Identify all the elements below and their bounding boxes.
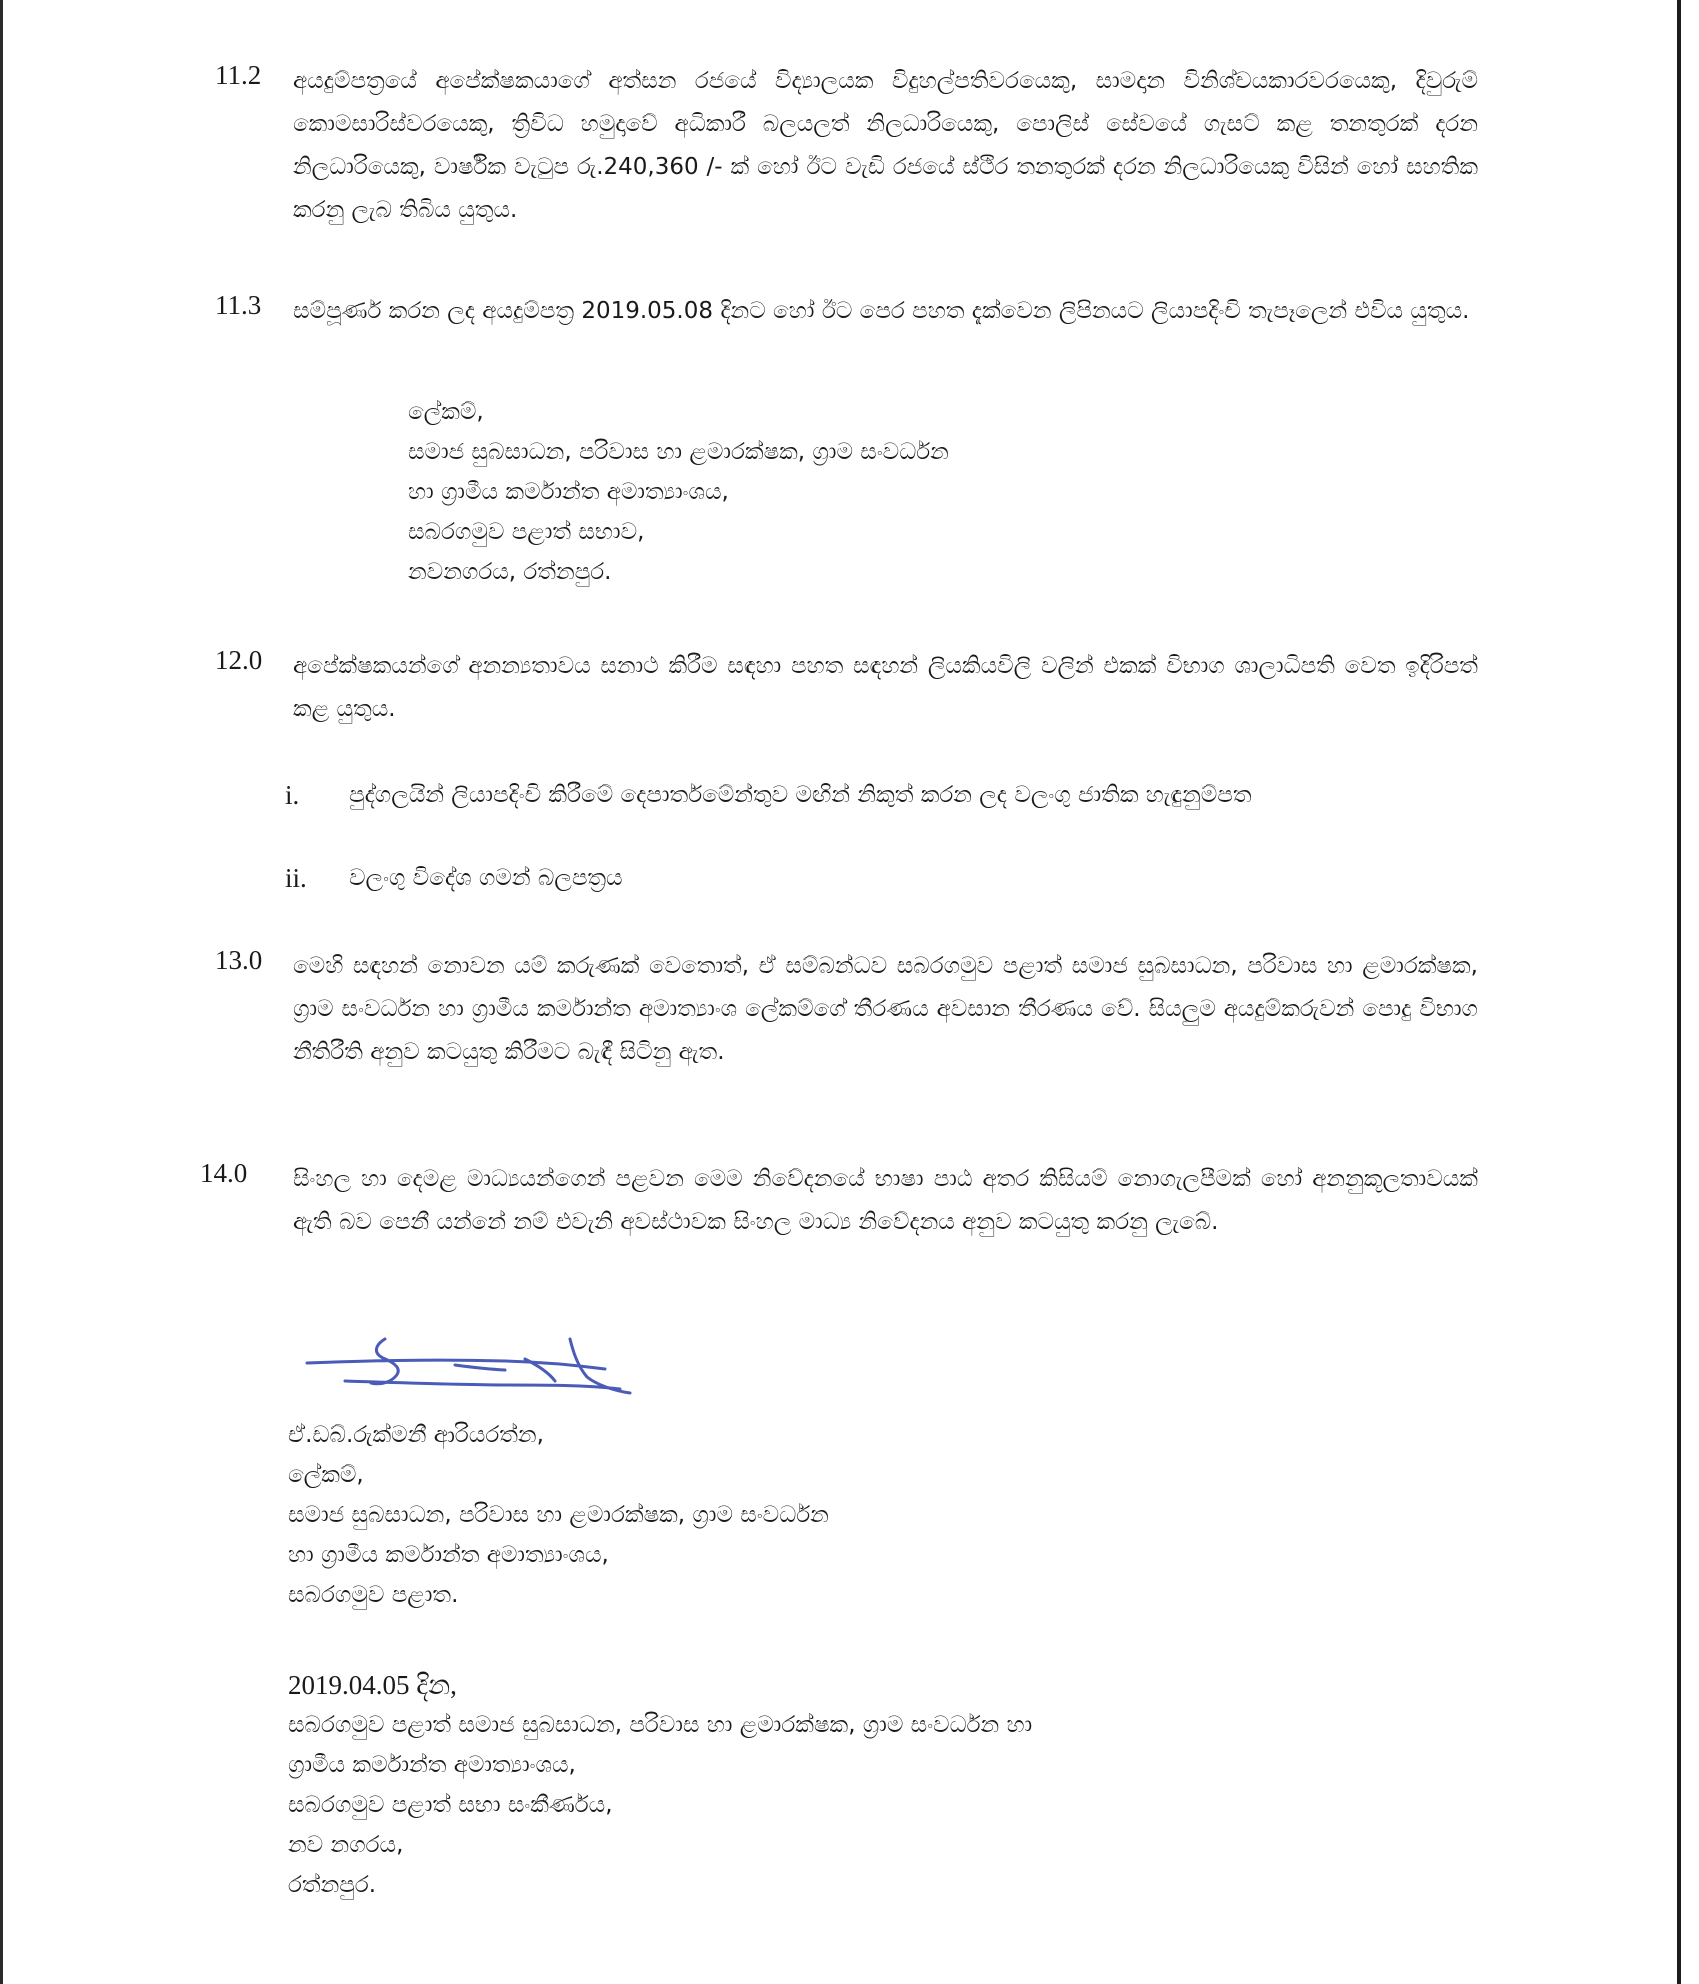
signatory-line: ඒ.ඩබ්.රුක්මනී ආරියරත්න, bbox=[288, 1422, 544, 1448]
clause-number: 12.0 bbox=[215, 645, 263, 675]
address-line: නවනගරය, රත්නපුර. bbox=[408, 559, 612, 585]
signatory-line: සමාජ සුබසාධන, පරිවාස හා ළමාරක්ෂක, ග්‍රාම සංවර්ධන bbox=[288, 1502, 829, 1528]
address-line: හා ග්‍රාමීය කර්මාන්ත අමාත්‍යාංශය, bbox=[408, 479, 729, 505]
clause-13-0 bbox=[215, 945, 1495, 1074]
signatory-block bbox=[288, 1415, 829, 1615]
clause-number: 14.0 bbox=[200, 1158, 248, 1188]
address-line: සමාජ සුබසාධන, පරිවාස හා ළමාරක්ෂක, ග්‍රාම සංවර්ධන bbox=[408, 439, 949, 465]
list-item bbox=[285, 775, 1409, 815]
list-text: වලංගු විදේශ ගමන් බලපත්‍රය bbox=[349, 865, 623, 891]
address-line: සබරගමුව පළාත් සභාව, bbox=[408, 519, 645, 545]
clause-number: 11.2 bbox=[215, 60, 262, 90]
scan-edge-right bbox=[1677, 0, 1681, 1984]
issue-line: රත්නපුර. bbox=[288, 1872, 377, 1898]
clause-text: සම්පූර්ණ කරන ලද අයදුම්පත්‍ර 2019.05.08 දිනට හෝ ඊට පෙර පහත දැක්වෙන ලිපිනයට ලියාපදිංචි තැපෑලෙන් එවිය යුතුය. bbox=[293, 298, 1470, 324]
clause-text: අපේක්ෂකයන්ගේ අනන්‍යතාවය සනාථ කිරීම සඳහා පහත සඳහන් ලියකියවිලි වලින් එකක් විභාග ශාලාධිපති වෙත ඉදිරිපත් කළ යුතුය. bbox=[293, 653, 1478, 722]
clause-14-0 bbox=[200, 1158, 1495, 1244]
signatory-line: සබරගමුව පළාත. bbox=[288, 1582, 459, 1608]
clause-number: 11.3 bbox=[215, 290, 262, 320]
clause-text: අයදුම්පත්‍රයේ අපේක්ෂකයාගේ අත්සන රජයේ විද්‍යාලයක විදුහල්පතිවරයෙකු, සාමදාන විනිශ්චයකාරවරයෙකු, දිවුරුම් කොමසාරිස්වරයෙකු, ත්‍රිවිධ හමුදාවේ අධිකාරී බලයලත් නිලධාරියෙකු, පොලිස් සේවයේ ගැසට් කළ තනතුරක් දරන නිලධාරියෙකු, වාර්ෂික වැටුප රු.240,360 /- ක් හෝ ඊට වැඩි රජයේ ස්ථිර තනතුරක් දරන නිලධාරියෙකු විසින් හෝ සහතික කරනු ලැබ තිබිය යුතුය. bbox=[293, 68, 1478, 223]
list-item bbox=[285, 858, 1409, 898]
issue-line: සබරගමුව පළාත් සමාජ සුබසාධන, පරිවාස හා ළමාරක්ෂක, ග්‍රාම සංවර්ධන හා bbox=[288, 1712, 1033, 1738]
clause-11-2 bbox=[215, 60, 1495, 232]
signature-icon bbox=[305, 1325, 675, 1415]
clause-text: මෙහි සඳහන් නොවන යම් කරුණක් වෙතොත්, ඒ සම්බන්ධව සබරගමුව පළාත් සමාජ සුබසාධන, පරිවාස හා ළමාරක්ෂක, ග්‍රාම සංවර්ධන හා ග්‍රාමීය කර්මාන්ත අමාත්‍යාංශ ලේකම්ගේ තීරණය අවසාන තීරණය වේ. සියලුම අයදුම්කරුවන් පොදු විභාග නීතිරීති අනුව කටයුතු කිරීමට බැඳී සිටිනු ඇත. bbox=[293, 953, 1478, 1065]
issue-line: සබරගමුව පළාත් සභා සංකීර්ණය, bbox=[288, 1792, 613, 1818]
issue-block bbox=[288, 1665, 1032, 1905]
issue-line: නව නගරය, bbox=[288, 1832, 404, 1858]
list-text: පුද්ගලයින් ලියාපදිංචි කිරීමේ දෙපාර්තමේන්තුව මඟින් නිකුත් කරන ලද වලංගු ජාතික හැඳුනුම්පත bbox=[349, 782, 1252, 808]
clause-12-0 bbox=[215, 645, 1495, 731]
issue-date: 2019.04.05 දින, bbox=[288, 1670, 457, 1700]
signatory-line: ලේකම්, bbox=[288, 1462, 364, 1488]
issue-line: ග්‍රාමීය කර්මාන්ත අමාත්‍යාංශය, bbox=[288, 1752, 576, 1778]
list-numeral: i. bbox=[285, 780, 300, 810]
clause-number: 13.0 bbox=[215, 945, 263, 975]
clause-text: සිංහල හා දෙමළ මාධ්‍යයන්ගෙන් පළවන මෙම නිවේදනයේ භාෂා පාඨ අතර කිසියම් නොගැලපීමක් හෝ අනනුකූලතාවයක් ඇති බව පෙනී යන්නේ නම් එවැනි අවස්ථාවක සිංහල මාධ්‍ය නිවේදනය අනුව කටයුතු කරනු ලැබේ. bbox=[293, 1166, 1478, 1235]
scan-edge-left bbox=[0, 0, 3, 1984]
list-numeral: ii. bbox=[285, 863, 307, 893]
signatory-line: හා ග්‍රාමීය කර්මාන්ත අමාත්‍යාංශය, bbox=[288, 1542, 609, 1568]
address-line: ලේකම්, bbox=[408, 399, 484, 425]
clause-11-3 bbox=[215, 290, 1495, 333]
mailing-address bbox=[408, 392, 949, 592]
